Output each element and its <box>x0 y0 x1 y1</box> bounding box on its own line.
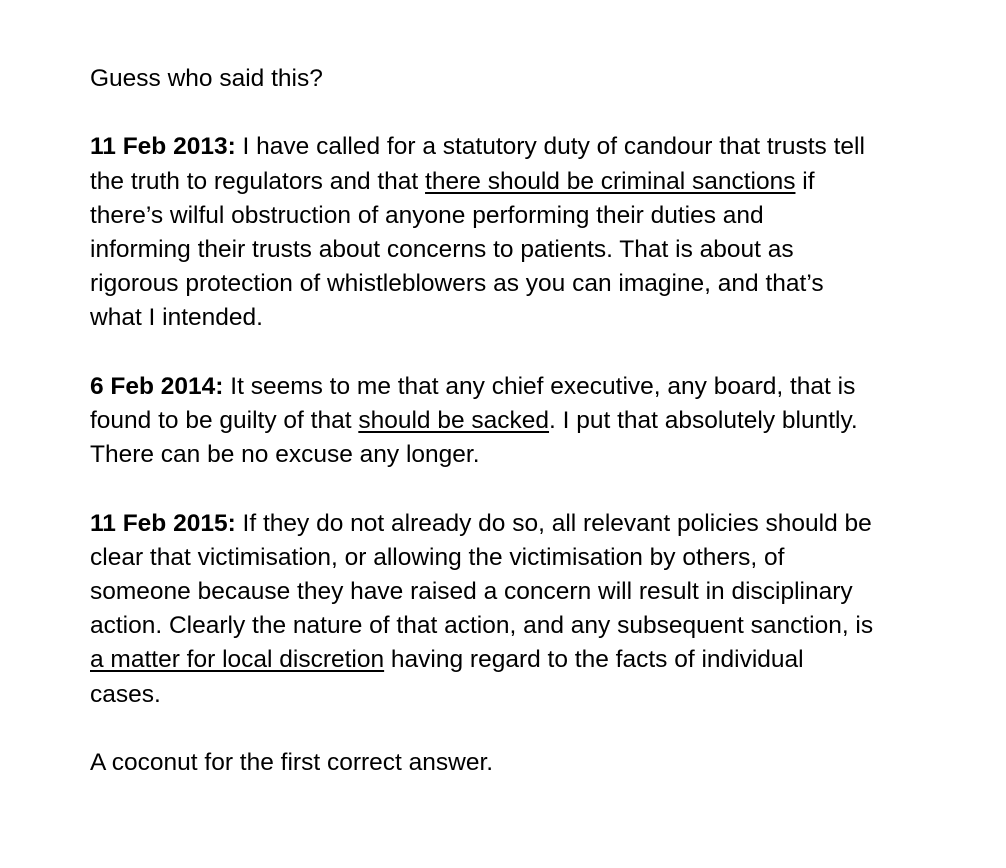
quote-line: 6 Feb 2014: It seems to me that any chief executive, any board, that is <box>90 372 856 400</box>
underlined-phrase: there should be criminal sanctions <box>425 167 796 195</box>
quote-line: there’s wilful obstruction of anyone performing their duties and <box>90 201 764 229</box>
quote-date: 11 Feb 2015: <box>90 509 236 537</box>
quote-2013 <box>90 130 970 335</box>
paragraph-gap <box>90 336 970 370</box>
quote-line: informing their trusts about concerns to patients. That is about as <box>90 236 794 263</box>
quote-line: found to be guilty of that should be sacked. I put that absolutely bluntly. <box>90 407 858 434</box>
quote-line: 11 Feb 2013: I have called for a statutory duty of candour that trusts tell <box>90 133 865 161</box>
quote-date: 11 Feb 2013: <box>90 133 236 161</box>
quote-line: 11 Feb 2015: If they do not already do so, all relevant policies should be <box>90 509 872 537</box>
quote-line: There can be no excuse any longer. <box>90 441 480 469</box>
document-body <box>90 62 970 780</box>
quote-date: 6 Feb 2014: <box>90 372 224 400</box>
quote-line: action. Clearly the nature of that action, and any subsequent sanction, is <box>90 612 874 640</box>
closing-line: A coconut for the first correct answer. <box>90 749 494 776</box>
quote-line: someone because they have raised a concern will result in disciplinary <box>90 578 853 605</box>
paragraph-gap <box>90 96 970 130</box>
quote-line: rigorous protection of whistleblowers as you can imagine, and that’s <box>90 270 824 298</box>
quote-2015 <box>90 507 970 712</box>
quote-line: what I intended. <box>90 304 263 332</box>
quote-2014 <box>90 370 970 473</box>
quote-line: clear that victimisation, or allowing the victimisation by others, of <box>90 543 785 571</box>
quote-line: cases. <box>90 680 161 708</box>
paragraph-gap <box>90 472 970 506</box>
paragraph-gap <box>90 712 970 746</box>
quote-line: the truth to regulators and that there should be criminal sanctions if <box>90 167 815 195</box>
underlined-phrase: a matter for local discretion <box>90 646 385 674</box>
quote-line: a matter for local discretion having regard to the facts of individual <box>90 646 804 674</box>
underlined-phrase: should be sacked <box>358 407 550 434</box>
intro-question: Guess who said this? <box>90 65 323 92</box>
